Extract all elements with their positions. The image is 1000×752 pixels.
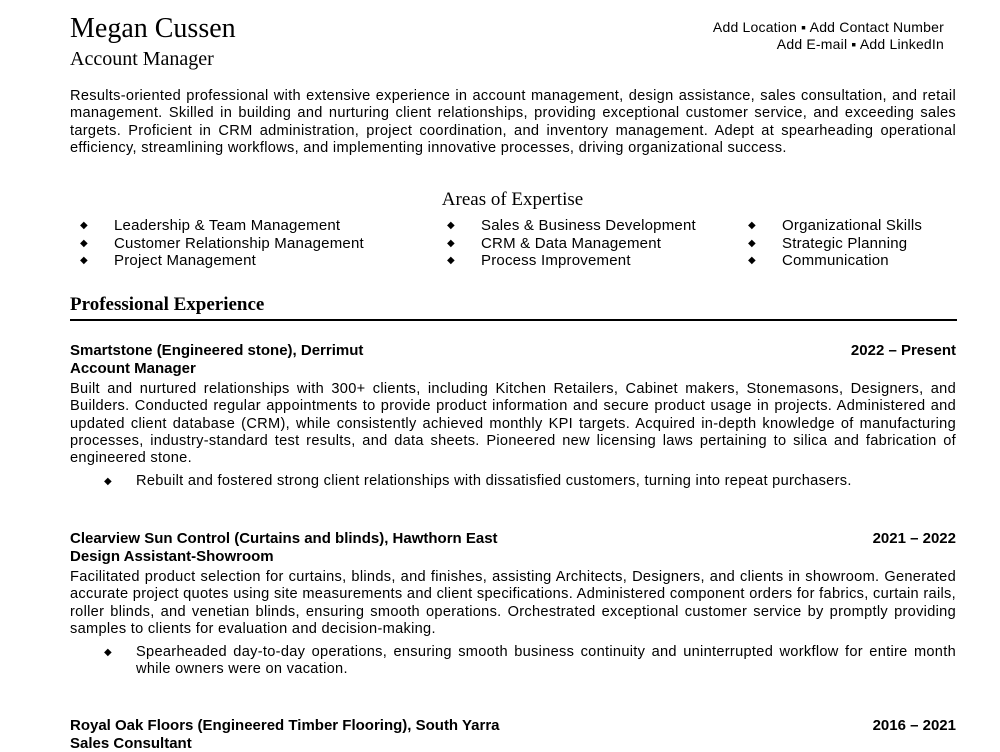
experience-heading: Professional Experience <box>70 294 264 316</box>
diamond-bullet-icon: ◆ <box>748 252 756 270</box>
add-linkedin-link[interactable]: Add LinkedIn <box>860 36 944 52</box>
job-dates: 2021 – 2022 <box>873 530 956 548</box>
expertise-heading: Areas of Expertise <box>0 189 1000 211</box>
job-dates: 2022 – Present <box>851 342 956 360</box>
add-location-link[interactable]: Add Location <box>713 19 797 35</box>
expertise-item: ◆ Strategic Planning <box>748 235 922 253</box>
expertise-column-2 <box>447 217 696 270</box>
candidate-name: Megan Cussen <box>70 12 236 46</box>
expertise-item: ◆ Leadership & Team Management <box>80 217 364 235</box>
achievement-item: ◆ Spearheaded day-to-day operations, ensuring smooth business continuity and uninterrupted workflow for entire month while owners were on vacation. <box>70 644 956 679</box>
job-dates: 2016 – 2021 <box>873 717 956 735</box>
add-email-link[interactable]: Add E-mail <box>777 36 847 52</box>
achievement-item: ◆ Rebuilt and fostered strong client relationships with dissatisfied customers, turning into repeat purchasers. <box>70 473 956 490</box>
job-role: Design Assistant-Showroom <box>70 548 956 566</box>
job-role: Account Manager <box>70 360 956 378</box>
professional-summary: Results-oriented professional with extensive experience in account management, design assistance, sales consultation, and retail management. Skilled in building and nurturing client relationships, providing exceptional customer service, and exceeding sales targets. Proficient in CRM administration, project coordination, and inventory management. Adept at spearheading operational efficiency, streamlining workflows, and implementing innovative processes, driving organizational success. <box>70 88 956 157</box>
expertise-column-1 <box>80 217 364 270</box>
diamond-bullet-icon: ◆ <box>80 235 88 253</box>
diamond-bullet-icon: ◆ <box>80 252 88 270</box>
job-header <box>70 342 956 360</box>
achievement-list <box>70 644 956 679</box>
job-header <box>70 530 956 548</box>
separator: ▪ <box>801 19 806 35</box>
expertise-item: ◆ Sales & Business Development <box>447 217 696 235</box>
job-header <box>70 717 956 735</box>
separator: ▪ <box>851 36 856 52</box>
company-name: Smartstone (Engineered stone), Derrimut <box>70 342 363 359</box>
job-description: Built and nurtured relationships with 300+ clients, including Kitchen Retailers, Cabinet makers, Stonemasons, Designers, and Builders. Conducted regular appointments to provide product information and secure product usage in projects. Administered and updated client database (CRM), while consistently achieved monthly KPI targets. Acquired in-depth knowledge of manufacturing processes, industry-standard test results, and data sheets. Pioneered new licensing laws pertaining to silica and fabrication of engineered stone. <box>70 381 956 467</box>
expertise-item: ◆ Communication <box>748 252 922 270</box>
diamond-bullet-icon: ◆ <box>104 473 112 490</box>
expertise-item: ◆ Process Improvement <box>447 252 696 270</box>
company-name: Clearview Sun Control (Curtains and blinds), Hawthorn East <box>70 530 498 547</box>
contact-block <box>713 19 944 53</box>
job-description: Facilitated product selection for curtains, blinds, and finishes, assisting Architects, Designers, and clients in showroom. Generated accurate project quotes using site measurements and client specifications. Administered component orders for fabrics, curtain rails, roller blinds, and venetian blinds, ensuring smooth operations. Orchestrated exceptional customer service by promptly providing samples to clients for evaluation and decision-making. <box>70 569 956 638</box>
expertise-item: ◆ CRM & Data Management <box>447 235 696 253</box>
job-entry <box>70 530 956 679</box>
job-entry <box>70 717 956 752</box>
job-entry <box>70 342 956 491</box>
diamond-bullet-icon: ◆ <box>447 217 455 235</box>
section-divider <box>70 319 957 321</box>
diamond-bullet-icon: ◆ <box>748 235 756 253</box>
diamond-bullet-icon: ◆ <box>104 644 112 661</box>
company-name: Royal Oak Floors (Engineered Timber Flooring), South Yarra <box>70 717 500 734</box>
achievement-list <box>70 473 956 490</box>
expertise-item: ◆ Customer Relationship Management <box>80 235 364 253</box>
candidate-title: Account Manager <box>70 47 214 71</box>
expertise-column-3 <box>748 217 922 270</box>
add-contact-number-link[interactable]: Add Contact Number <box>810 19 944 35</box>
diamond-bullet-icon: ◆ <box>447 235 455 253</box>
diamond-bullet-icon: ◆ <box>447 252 455 270</box>
expertise-item: ◆ Project Management <box>80 252 364 270</box>
expertise-item: ◆ Organizational Skills <box>748 217 922 235</box>
job-role: Sales Consultant <box>70 735 956 752</box>
diamond-bullet-icon: ◆ <box>748 217 756 235</box>
diamond-bullet-icon: ◆ <box>80 217 88 235</box>
